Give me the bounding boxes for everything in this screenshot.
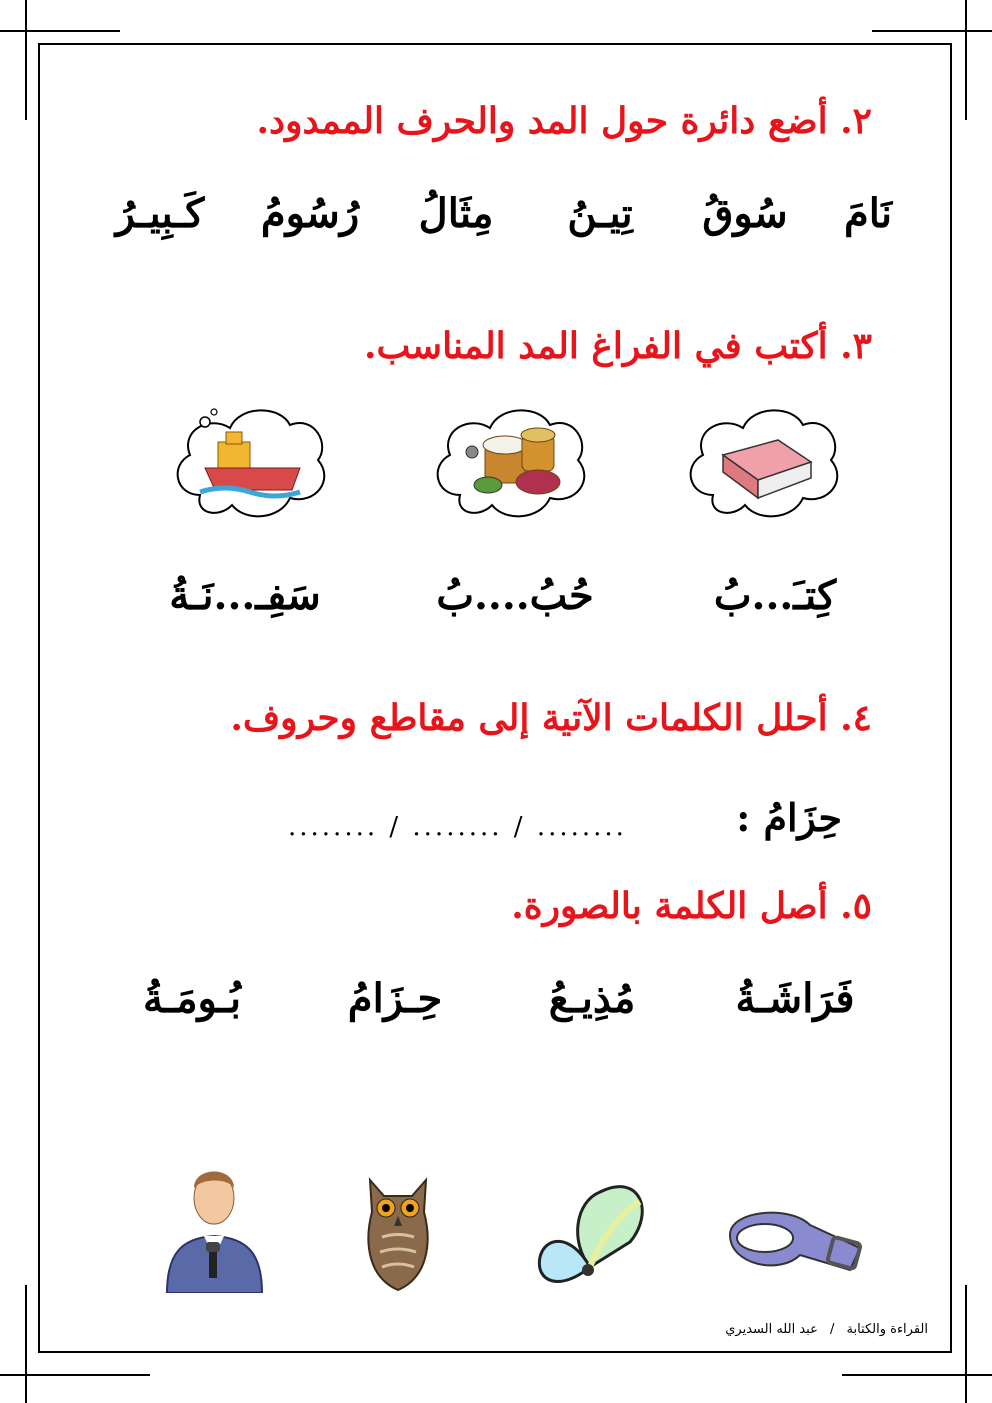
analysis-word: حِزَامُ : [736, 795, 842, 840]
word-hubub-blank[interactable]: حُبُ....بُ [436, 572, 594, 619]
word-mutheea[interactable]: مُذِيـعُ [548, 975, 636, 1022]
ship-icon [170, 400, 330, 525]
analysis-blanks[interactable]: ........ / ........ / ........ [288, 812, 627, 842]
footer-separator: / [829, 1322, 835, 1337]
book-icon [683, 400, 843, 525]
word-rusum[interactable]: رُسُومُ [260, 190, 360, 237]
section4-heading: ٤. أحلل الكلمات الآتية إلى مقاطع وحروف. [230, 697, 872, 739]
corner-line [872, 30, 992, 32]
corner-line [965, 0, 967, 120]
corner-line [965, 1285, 967, 1403]
word-farasha[interactable]: فَرَاشَـةُ [735, 975, 855, 1022]
belt-icon[interactable] [720, 1200, 870, 1290]
word-nam[interactable]: نَامَ [843, 190, 893, 237]
owl-icon[interactable] [362, 1172, 434, 1297]
footer-subject: القراءة والكتابة [846, 1322, 928, 1337]
word-souq[interactable]: سُوقُ [702, 190, 788, 237]
footer-author: عبد الله السديري [725, 1322, 818, 1337]
word-kitab-blank[interactable]: كِتـَ...بُ [713, 572, 837, 619]
announcer-icon[interactable] [162, 1158, 267, 1293]
word-safeena-blank[interactable]: سَفِـ...نَـةُ [169, 572, 321, 619]
word-teen[interactable]: تِيـنُ [567, 190, 633, 237]
corner-line [842, 1374, 992, 1376]
word-mithal[interactable]: مِثَالُ [418, 190, 494, 237]
corner-line [25, 1285, 27, 1403]
corner-line [0, 1374, 150, 1376]
butterfly-icon[interactable] [530, 1172, 660, 1297]
word-hizam[interactable]: حِـزَامُ [347, 975, 443, 1022]
section2-heading: ٢. أضع دائرة حول المد والحرف الممدود. [256, 100, 872, 142]
corner-line [0, 30, 120, 32]
word-booma[interactable]: بُـومَـةُ [142, 975, 242, 1022]
footer [721, 1322, 932, 1337]
section5-heading: ٥. أصل الكلمة بالصورة. [511, 885, 872, 927]
section3-heading: ٣. أكتب في الفراغ المد المناسب. [364, 325, 872, 367]
corner-line [25, 0, 27, 120]
spices-icon [430, 400, 590, 525]
word-kabeer[interactable]: كَـبِيـرُ [115, 190, 205, 237]
